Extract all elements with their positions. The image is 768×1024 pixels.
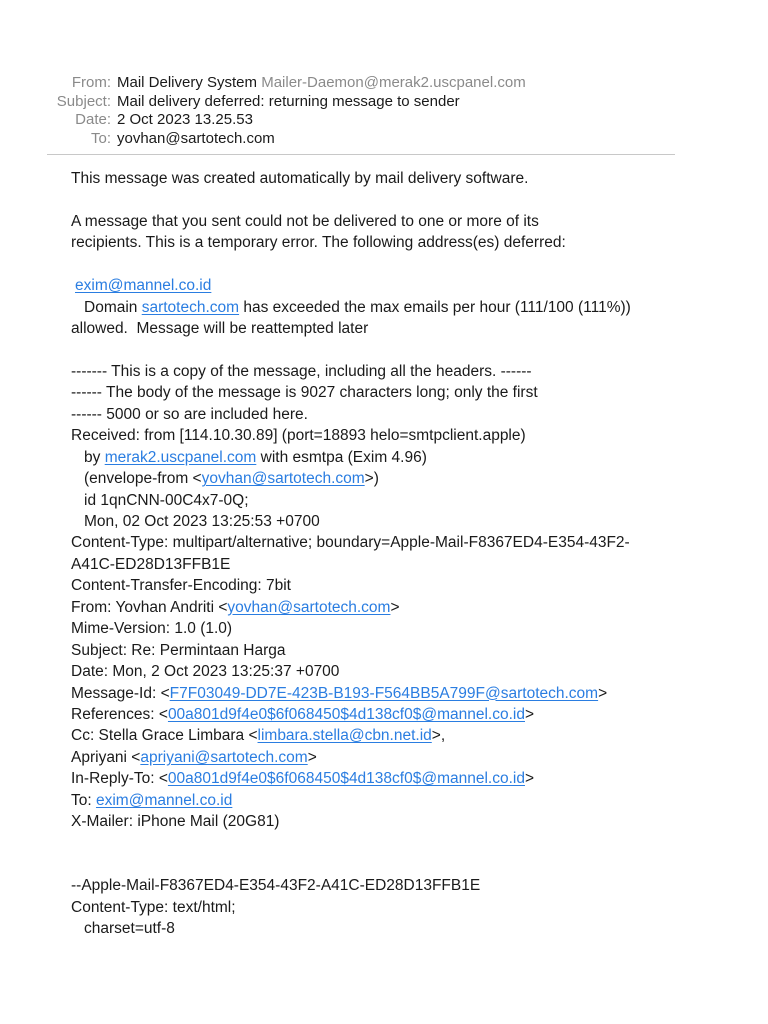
message-id-line [71,683,711,704]
in-reply-to-line [71,768,711,789]
to-header-line [71,790,711,811]
header-from-row [0,74,768,93]
references-line [71,704,711,725]
body-line: recipients. This is a temporary error. The following address(es) deferred: [71,234,566,252]
mime-line: Mime-Version: 1.0 (1.0) [71,620,233,638]
body-text: > [524,770,535,788]
body-text: Apriyani < [71,748,141,766]
id-line: id 1qnCNN-00C4x7-0Q; [84,491,249,509]
body-text: References: < [71,705,168,723]
deferred-address-link[interactable]: exim@mannel.co.id [75,277,212,295]
from-header-line [71,597,711,618]
body-text: > [524,705,535,723]
envelope-from-line [71,468,711,489]
deferred-address-line [71,275,711,296]
received-line: Received: from [114.10.30.89] (port=18893 helo=smtpclient.apple) [71,427,526,445]
domain-line [71,297,711,318]
blank-line [71,189,711,210]
x-mailer-line: X-Mailer: iPhone Mail (20G81) [71,813,280,831]
intro-line: This message was created automatically by mail delivery software. [71,170,529,187]
content-type-line: Content-Type: multipart/alternative; boundary=Apple-Mail-F8367ED4-E354-43F2- [71,534,630,552]
copy-notice-line: ------ The body of the message is 9027 characters long; only the first [71,384,538,402]
sender-address[interactable]: Mailer-Daemon@merak2.uscpanel.com [261,74,526,91]
in-reply-to-link[interactable]: 00a801d9f4e0$6f068450$4d138cf0$@mannel.co.id [167,770,525,788]
body-text: with esmtpa (Exim 4.96) [256,448,427,466]
body-text: by [84,448,105,466]
body-text: Cc: Stella Grace Limbara < [71,727,258,745]
body-text: In-Reply-To: < [71,770,168,788]
references-link[interactable]: 00a801d9f4e0$6f068450$4d138cf0$@mannel.co.id [167,705,525,723]
blank-line [71,833,711,854]
boundary-line: --Apple-Mail-F8367ED4-E354-43F2-A41C-ED28D13FFB1E [71,877,481,895]
header-to-row [0,130,768,149]
body-text: >, [431,727,446,745]
subject-header-line: Subject: Re: Permintaan Harga [71,641,286,659]
body-text: > [390,598,400,616]
blank-line [71,254,711,275]
from-label: From: [71,74,111,91]
received-date-line: Mon, 02 Oct 2023 13:25:53 +0700 [84,513,320,530]
body-text: > [598,684,608,702]
blank-line [71,340,711,361]
header-divider [47,154,675,155]
body-text: > [307,748,317,766]
header-date-row [0,111,768,130]
body-text: has exceeded the max emails per hour (111/100 (111%)) [239,298,631,316]
cc-email-link[interactable]: limbara.stella@cbn.net.id [257,727,432,745]
date-label: Date: [75,111,111,128]
body-text: Domain [84,298,142,316]
to-value[interactable]: yovhan@sartotech.com [117,129,275,147]
copy-notice-line: ------ 5000 or so are included here. [71,405,308,423]
cc-line-2 [71,747,711,768]
subject-value: Mail delivery deferred: returning message to sender [117,92,460,110]
body-line: A message that you sent could not be delivered to one or more of its [71,212,539,230]
body-text: Message-Id: < [71,684,170,702]
blank-line [71,854,711,875]
content-type-html-line: Content-Type: text/html; [71,898,236,916]
content-type-line: A41C-ED28D13FFB1E [71,555,231,573]
email-header [0,74,768,148]
from-email-link[interactable]: yovhan@sartotech.com [227,598,391,616]
date-value: 2 Oct 2023 13.25.53 [117,111,253,128]
received-by-line [71,447,711,468]
server-link[interactable]: merak2.uscpanel.com [104,448,257,466]
cc-line [71,725,711,746]
body-text: From: Yovhan Andriti < [71,598,228,616]
date-header-line: Date: Mon, 2 Oct 2023 13:25:37 +0700 [71,663,340,681]
charset-line: charset=utf-8 [84,920,175,938]
header-subject-row [0,93,768,112]
cc2-email-link[interactable]: apriyani@sartotech.com [140,748,308,766]
body-text: To: [71,791,96,809]
subject-label: Subject: [56,92,111,110]
copy-notice-line: ------- This is a copy of the message, including all the headers. ------ [71,362,532,380]
from-value [117,74,526,93]
to-email-link[interactable]: exim@mannel.co.id [95,791,233,809]
envelope-from-link[interactable]: yovhan@sartotech.com [201,470,365,488]
cte-line: Content-Transfer-Encoding: 7bit [71,577,291,595]
message-id-link[interactable]: F7F03049-DD7E-423B-B193-F564BB5A799F@sartotech.com [169,684,599,702]
email-body [71,168,711,940]
to-label: To: [90,129,111,147]
body-text: (envelope-from < [84,470,202,488]
body-line: allowed. Message will be reattempted later [71,320,369,338]
sender-name: Mail Delivery System [117,74,258,91]
body-text: >) [364,470,379,488]
domain-link[interactable]: sartotech.com [141,298,240,316]
